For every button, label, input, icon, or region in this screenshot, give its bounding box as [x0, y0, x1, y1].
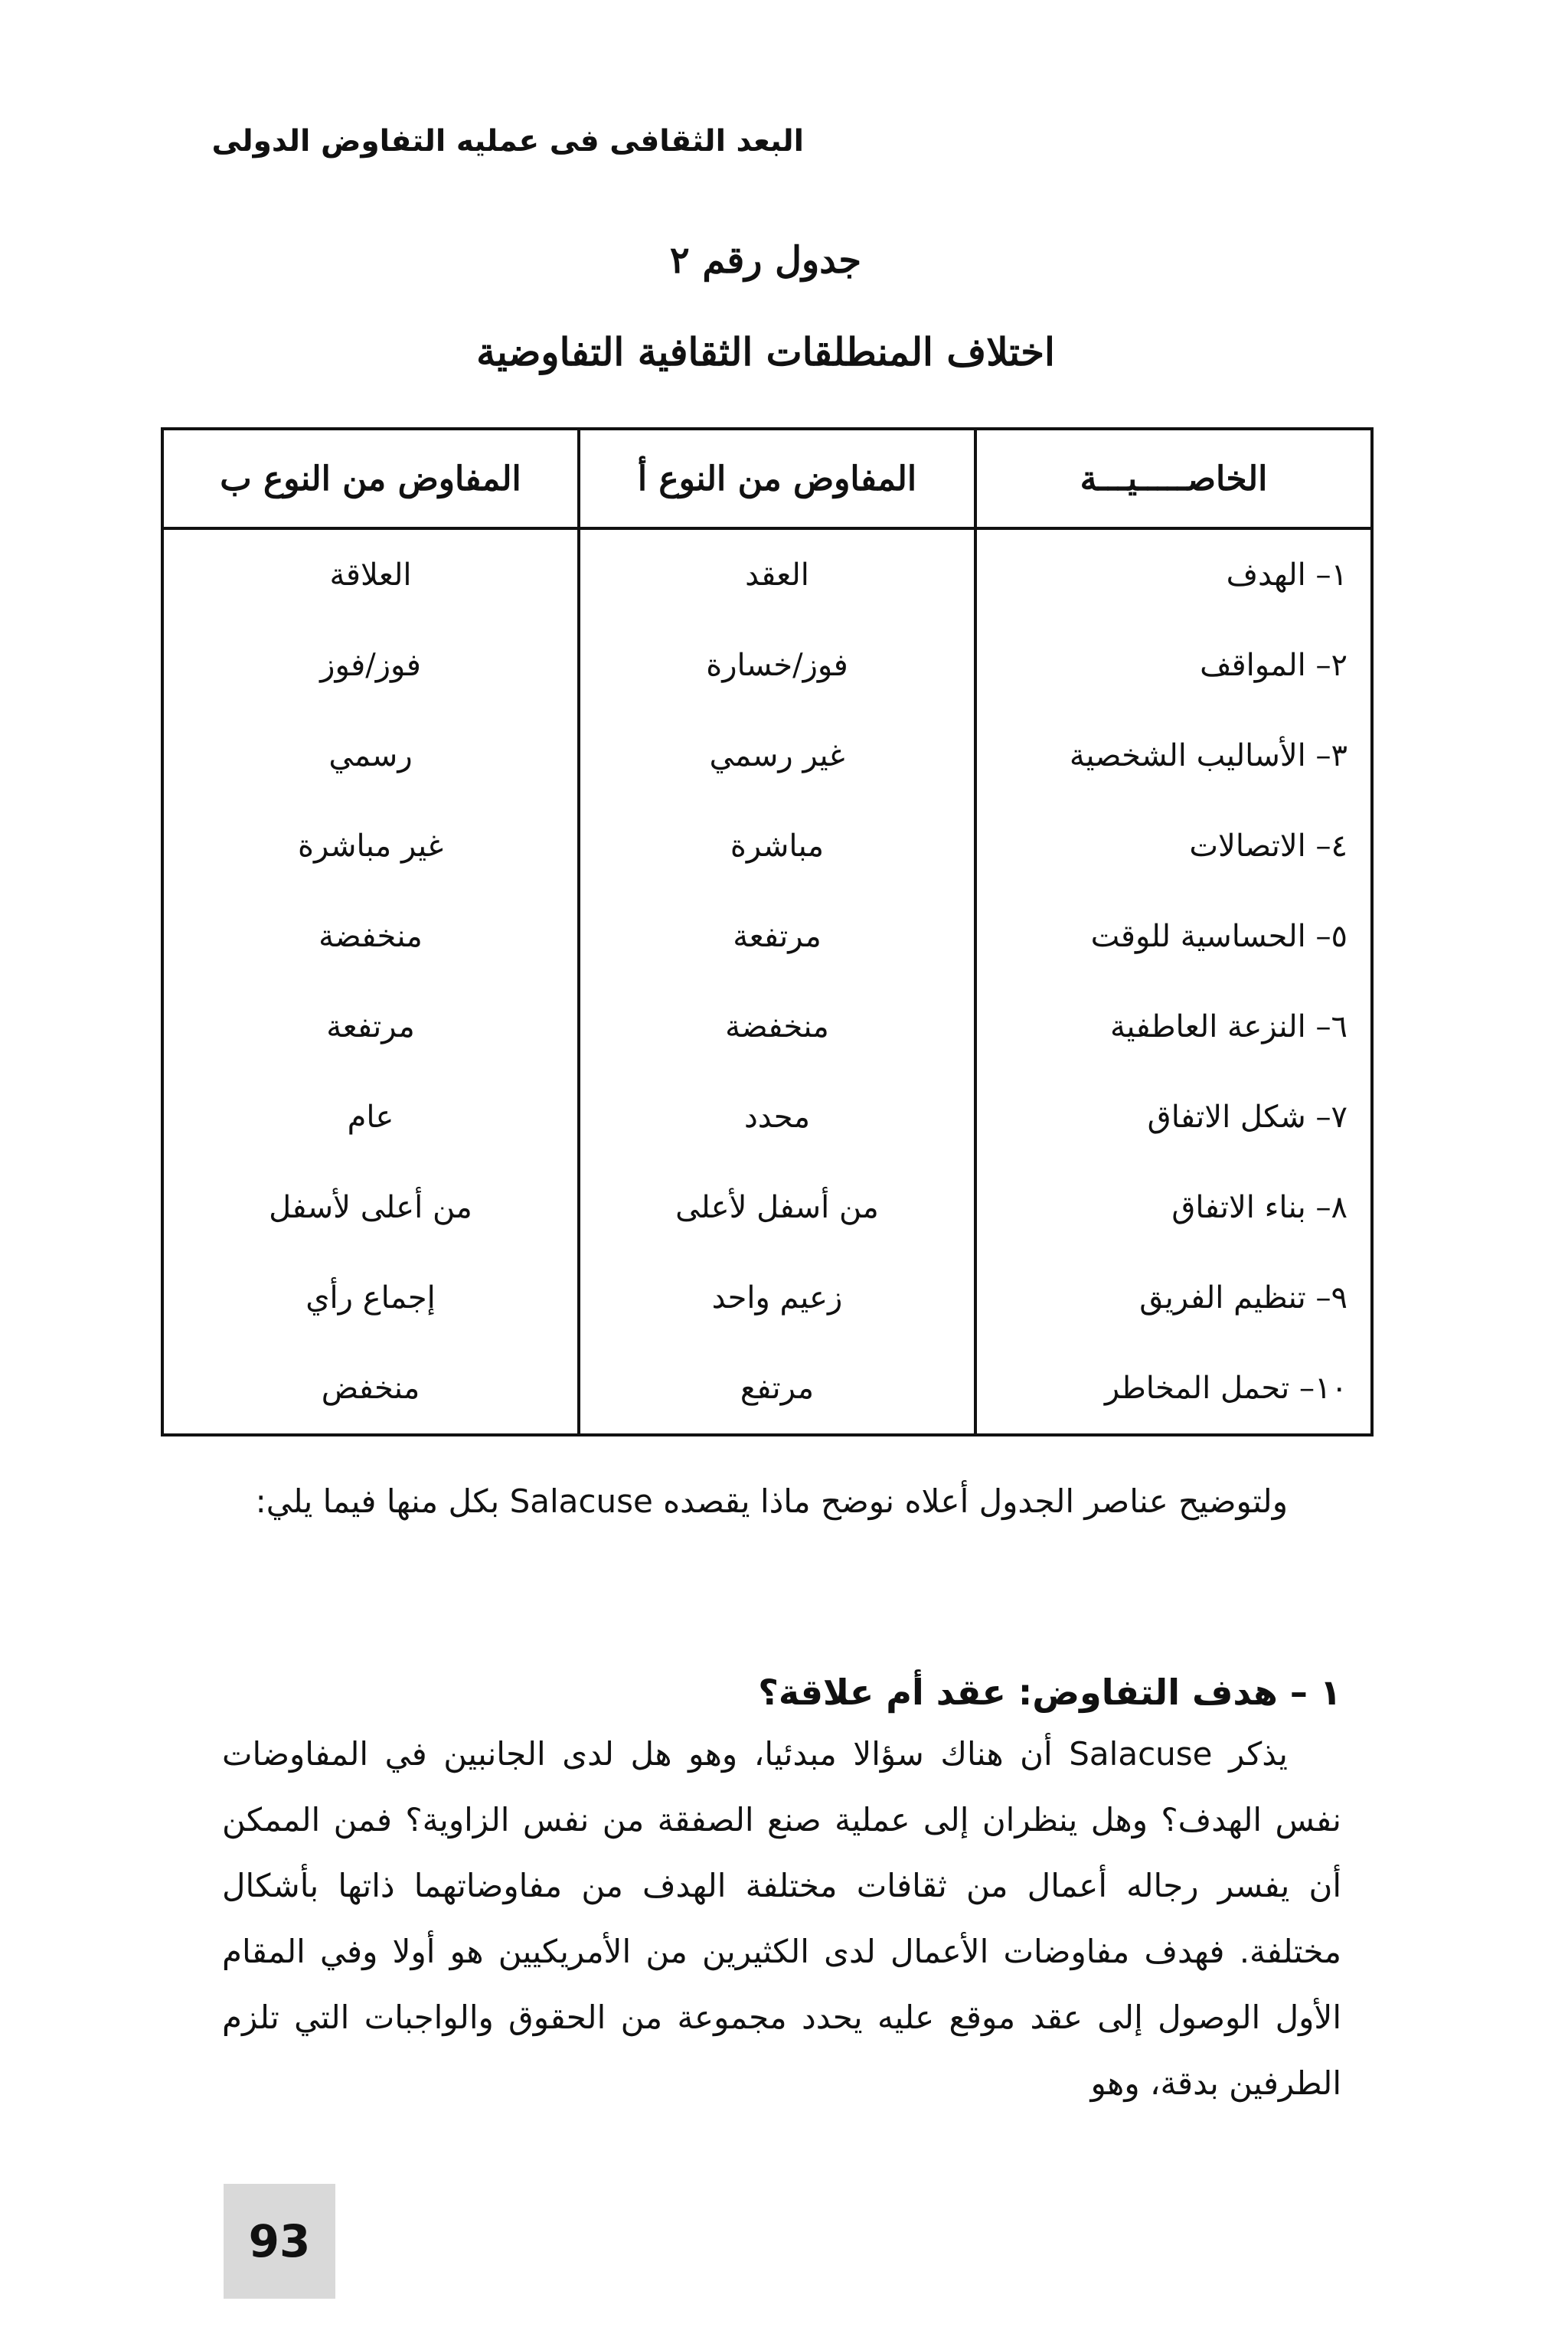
type-b-cell: مرتفعة — [162, 982, 579, 1072]
table-row — [162, 982, 1372, 1072]
type-b-cell: إجماع رأي — [162, 1253, 579, 1343]
feature-cell: ٨– بناء الاتفاق — [975, 1162, 1372, 1253]
type-b-cell: فوز/فوز — [162, 620, 579, 711]
table-row — [162, 620, 1372, 711]
intro-paragraph-text: ولتوضيح عناصر الجدول أعلاه نوضح ماذا يقصده Salacuse بكل منها فيما يلي: — [255, 1482, 1288, 1520]
table-row — [162, 891, 1372, 982]
feature-cell: ٣– الأساليب الشخصية — [975, 711, 1372, 801]
type-b-cell: العلاقة — [162, 528, 579, 620]
column-header-type-b: المفاوض من النوع ب — [162, 429, 579, 528]
feature-cell: ١٠– تحمل المخاطر — [975, 1343, 1372, 1435]
type-a-cell: مرتفع — [579, 1343, 975, 1435]
feature-cell: ٥– الحساسية للوقت — [975, 891, 1372, 982]
type-b-cell: منخفض — [162, 1343, 579, 1435]
table-caption-title: اختلاف المنطلقات الثقافية التفاوضية — [476, 329, 1055, 374]
body-paragraph-text: يذكر Salacuse أن هناك سؤالا مبدئيا، وهو هل لدى الجانبين في المفاوضات نفس الهدف؟ وهل ينظران إلى عملية صنع الصفقة من نفس الزاوية؟ فمن الممكن أن يفسر رجاله أعمال من ثقافات مختلفة الهدف من مفاوضاتهما ذاتها بأشكال مختلفة. فهدف مفاوضات الأعمال لدى الكثيرين من الأمريكيين هو أولا وفي المقام الأول الوصول إلى عقد موقع عليه يحدد مجموعة من الحقوق والواجبات التي تلزم الطرفين بدقة، وهو — [222, 1735, 1341, 2102]
feature-cell: ٧– شكل الاتفاق — [975, 1072, 1372, 1162]
type-a-cell: من أسفل لأعلى — [579, 1162, 975, 1253]
table-row — [162, 1072, 1372, 1162]
intro-paragraph — [222, 1469, 1341, 1535]
type-a-cell: مرتفعة — [579, 891, 975, 982]
type-a-cell: منخفضة — [579, 982, 975, 1072]
table-header-row — [162, 429, 1372, 528]
column-header-feature: الخاصـــــيـــة — [975, 429, 1372, 528]
section-heading: ١ – هدف التفاوض: عقد أم علاقة؟ — [758, 1672, 1341, 1713]
page-number: 93 — [224, 2184, 335, 2299]
type-b-cell: عام — [162, 1072, 579, 1162]
type-a-cell: مباشرة — [579, 801, 975, 891]
type-b-cell: رسمي — [162, 711, 579, 801]
type-a-cell: فوز/خسارة — [579, 620, 975, 711]
type-a-cell: العقد — [579, 528, 975, 620]
feature-cell: ٢– المواقف — [975, 620, 1372, 711]
table-row — [162, 711, 1372, 801]
feature-cell: ١– الهدف — [975, 528, 1372, 620]
feature-cell: ٦– النزعة العاطفية — [975, 982, 1372, 1072]
table-row — [162, 1162, 1372, 1253]
table-row — [162, 801, 1372, 891]
table-row — [162, 1343, 1372, 1435]
running-header: البعد الثقافى فى عمليه التفاوض الدولى — [211, 124, 804, 159]
table-caption-number: جدول رقم ٢ — [669, 239, 862, 282]
table-row — [162, 1253, 1372, 1343]
type-a-cell: محدد — [579, 1072, 975, 1162]
feature-cell: ٩– تنظيم الفريق — [975, 1253, 1372, 1343]
type-b-cell: غير مباشرة — [162, 801, 579, 891]
negotiation-styles-table — [161, 427, 1374, 1436]
feature-cell: ٤– الاتصالات — [975, 801, 1372, 891]
body-paragraph — [222, 1721, 1341, 2116]
table-row — [162, 528, 1372, 620]
type-a-cell: غير رسمي — [579, 711, 975, 801]
type-a-cell: زعيم واحد — [579, 1253, 975, 1343]
type-b-cell: من أعلى لأسفل — [162, 1162, 579, 1253]
type-b-cell: منخفضة — [162, 891, 579, 982]
column-header-type-a: المفاوض من النوع أ — [579, 429, 975, 528]
